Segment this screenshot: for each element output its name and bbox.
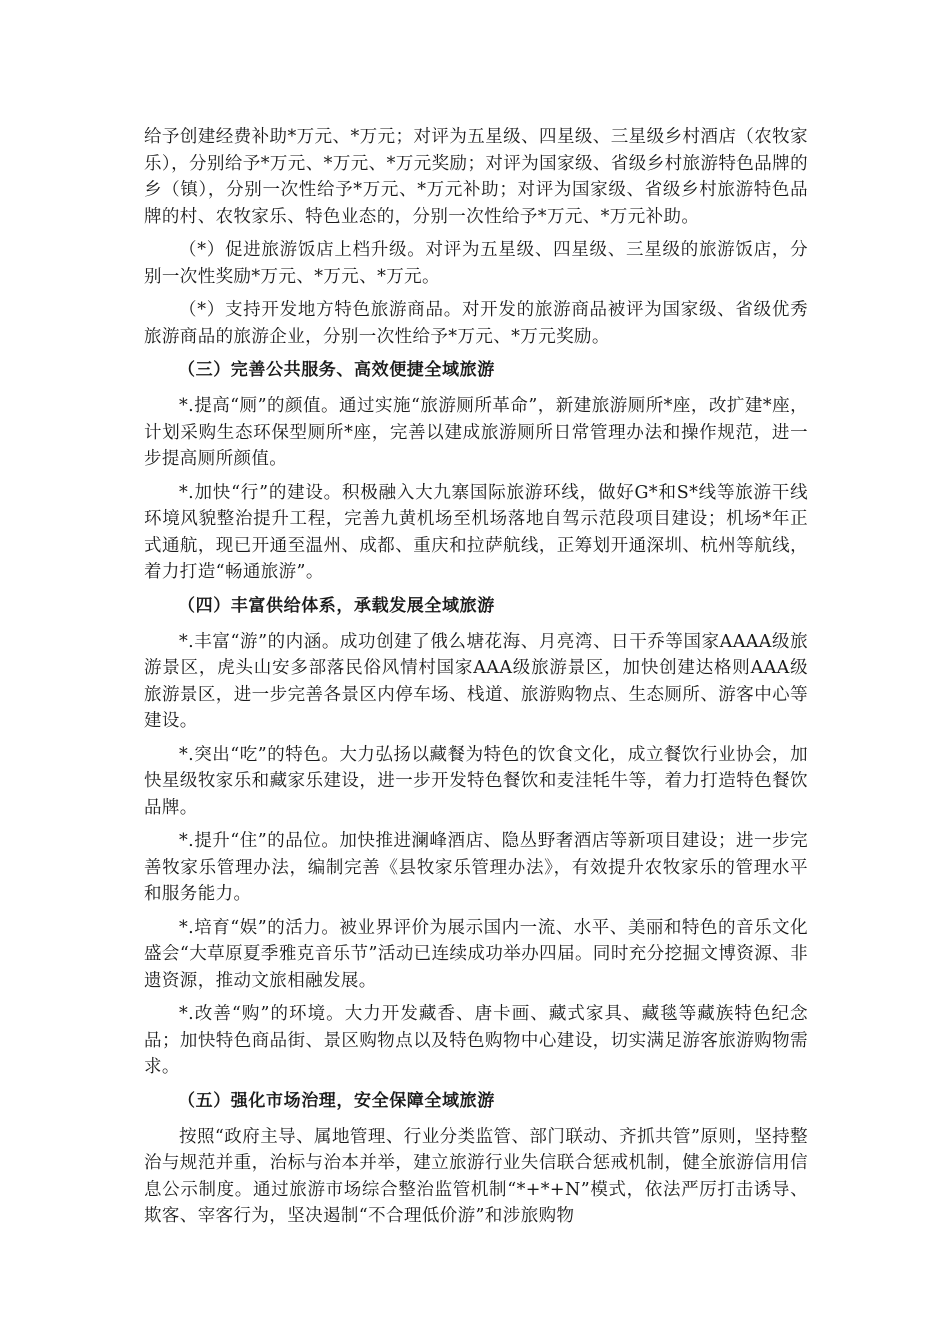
paragraph-subsidy-continuation: 给予创建经费补助*万元、*万元；对评为五星级、四星级、三星级乡村酒店（农牧家乐），分别给予*万元、*万元、*万元奖励；对评为国家级、省级乡村旅游特色品牌的乡（镇），分别一次性给予*万元、*万元补助；对评为国家级、省级乡村旅游特色品牌的村、农牧家乐、特色业态的，分别一次性给予*万元、*万元补助。 [144, 127, 808, 227]
section-heading-public-services: （三）完善公共服务、高效便捷全域旅游 [178, 360, 495, 380]
paragraph-transport: *.加快“行”的建设。积极融入大九寨国际旅游环线，做好G*和S*线等旅游干线环境风貌整治提升工程，完善九黄机场至机场落地自驾示范段项目建设；机场*年正式通航，现已开通至温州、成都、重庆和拉萨航线，正筹划开通深圳、杭州等航线，着力打造“畅通旅游”。 [144, 482, 808, 582]
paragraph-entertainment: *.培育“娱”的活力。被业界评价为展示国内一流、水平、美丽和特色的音乐文化盛会“大草原夏季雅克音乐节”活动已连续成功举办四届。同时充分挖掘文博资源、非遗资源，推动文旅相融发展。 [144, 917, 808, 991]
paragraph-local-products: （*）支持开发地方特色旅游商品。对开发的旅游商品被评为国家级、省级优秀旅游商品的旅游企业，分别一次性给予*万元、*万元奖励。 [144, 300, 808, 347]
paragraph-sightseeing: *.丰富“游”的内涵。成功创建了俄么塘花海、月亮湾、日干乔等国家AAAA级旅游景区，虎头山安多部落民俗风情村国家AAA级旅游景区，加快创建达格则AAA级旅游景区，进一步完善各景区内停车场、栈道、旅游购物点、生态厕所、游客中心等建设。 [144, 631, 808, 731]
paragraph-market-regulation: 按照“政府主导、属地管理、行业分类监管、部门联动、齐抓共管”原则，坚持整治与规范并重，治标与治本并举，建立旅游行业失信联合惩戒机制，健全旅游信用信息公示制度。通过旅游市场综合整治监管机制“*+*+N”模式，依法严厉打击诱导、欺客、宰客行为，坚决遏制“不合理低价游”和涉旅购物 [144, 1126, 808, 1226]
paragraph-toilets: *.提高“厕”的颜值。通过实施“旅游厕所革命”，新建旅游厕所*座，改扩建*座，计划采购生态环保型厕所*座，完善以建成旅游厕所日常管理办法和操作规范，进一步提高厕所颜值。 [144, 396, 808, 469]
paragraph-hotel-upgrade: （*）促进旅游饭店上档升级。对评为五星级、四星级、三星级的旅游饭店，分别一次性奖励*万元、*万元、*万元。 [144, 240, 808, 287]
section-heading-market-governance: （五）强化市场治理，安全保障全域旅游 [178, 1090, 495, 1111]
paragraph-dining: *.突出“吃”的特色。大力弘扬以藏餐为特色的饮食文化，成立餐饮行业协会，加快星级牧家乐和藏家乐建设，进一步开发特色餐饮和麦洼牦牛等，着力打造特色餐饮品牌。 [144, 744, 808, 818]
paragraph-shopping: *.改善“购”的环境。大力开发藏香、唐卡画、藏式家具、藏毯等藏族特色纪念品；加快特色商品街、景区购物点以及特色购物中心建设，切实满足游客旅游购物需求。 [144, 1004, 808, 1077]
paragraph-lodging: *.提升“住”的品位。加快推进澜峰酒店、隐丛野奢酒店等新项目建设；进一步完善牧家乐管理办法，编制完善《县牧家乐管理办法》，有效提升农牧家乐的管理水平和服务能力。 [144, 831, 808, 904]
section-heading-supply-system: （四）丰富供给体系，承载发展全域旅游 [178, 595, 495, 616]
document-body [144, 124, 808, 1237]
